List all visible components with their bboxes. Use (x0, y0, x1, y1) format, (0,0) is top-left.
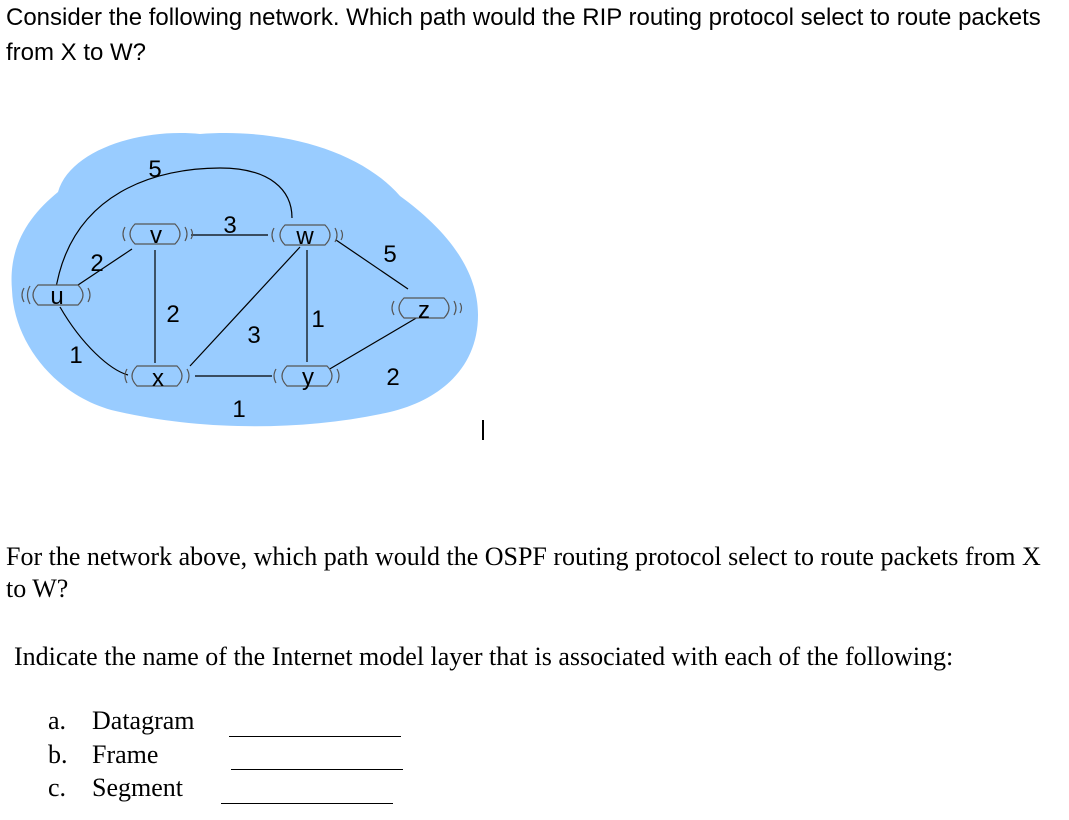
cost-u-v: 2 (90, 250, 104, 277)
question-rip: Consider the following network. Which path would the RIP routing protocol select to route packets from X to W? (6, 4, 1041, 66)
node-label-z: z (418, 297, 430, 324)
node-label-y: y (302, 364, 314, 391)
item-label: Frame (92, 740, 159, 769)
node-label-u: u (50, 283, 64, 310)
question-layers: Indicate the name of the Internet model layer that is associated with each of the following: (14, 642, 954, 671)
cost-y-z: 2 (386, 364, 400, 391)
cost-w-z: 5 (383, 241, 397, 268)
list-item (48, 705, 195, 737)
cost-v-w: 3 (223, 212, 237, 239)
node-label-x: x (152, 365, 164, 392)
item-label: Segment (92, 773, 183, 802)
cost-x-y: 1 (232, 396, 246, 423)
item-letter: a. (48, 706, 67, 735)
cost-u-w: 5 (148, 156, 162, 183)
answer-blank-datagram[interactable] (229, 736, 401, 737)
list-item (48, 739, 159, 771)
network-cloud (12, 133, 478, 426)
cost-u-x: 1 (69, 342, 83, 369)
answer-blank-segment[interactable] (221, 803, 393, 804)
item-label: Datagram (92, 706, 195, 735)
item-letter: c. (48, 773, 67, 802)
cost-x-w: 3 (247, 322, 261, 349)
item-letter: b. (48, 740, 68, 769)
answer-blank-frame[interactable] (231, 769, 403, 770)
cost-v-x: 2 (166, 301, 180, 328)
text-cursor (482, 420, 484, 440)
list-item (48, 772, 183, 804)
question-ospf: For the network above, which path would the OSPF routing protocol select to route packets from X to W? (6, 542, 1041, 603)
node-label-v: v (150, 222, 162, 249)
node-label-w: w (296, 223, 314, 250)
cost-w-y: 1 (311, 306, 325, 333)
